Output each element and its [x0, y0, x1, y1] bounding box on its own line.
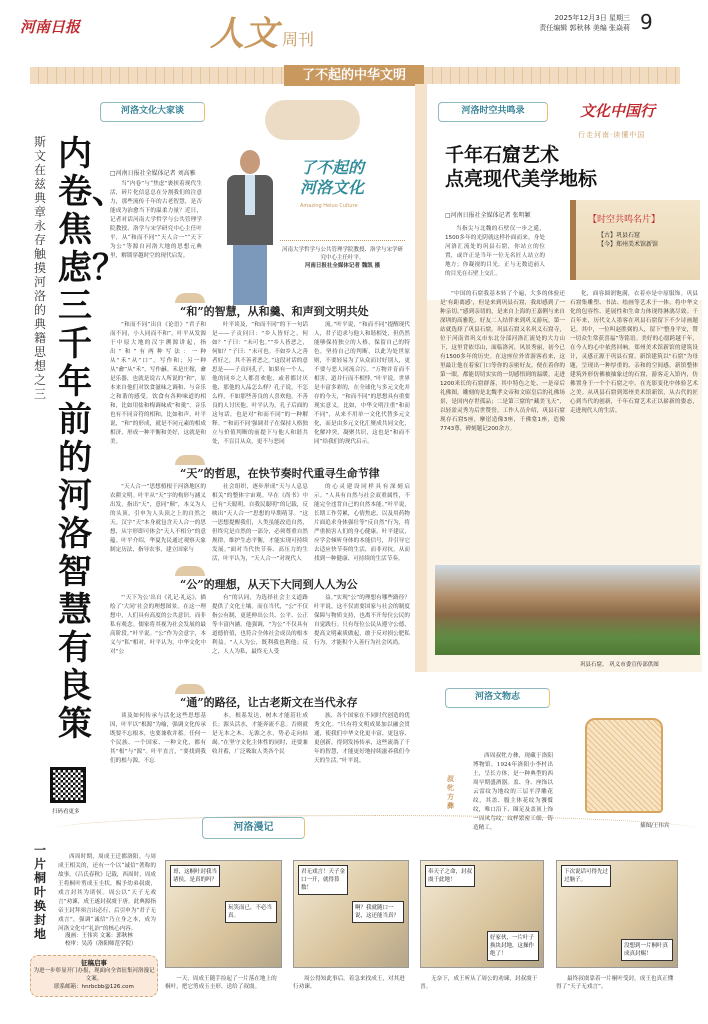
- comic-caption: 一天，周成王随手捡起了一片落在地上的桐叶，把它剪成玉圭形，送给了叔虞。: [165, 976, 277, 990]
- relic-name: 叔牝方彝: [447, 775, 454, 810]
- card-modern: 【今】郑州美术馆新馆: [598, 241, 659, 248]
- grotto-photo: [435, 565, 700, 655]
- call-for-submissions: [30, 955, 158, 997]
- section-column: 益。”实现“公”的理想有哪些路径？叶平说，这不仅需要国家与社会的制度保障与物质支持，也离不开每位公民的自觉践行。只有每位公民从遵守公德、提高文明素质做起，敢于反对损公肥私行为，才能积个人善行为社会风尚。: [314, 595, 410, 646]
- cloud-decoration: [265, 100, 360, 140]
- section-column: 族、各个国家在不同时代创造的优秀文化。“只有将文明成果加以融会贯通，使我们中华文化更丰富、更包容、更创新，得到发扬传承，这些流淌了千年的智慧，才能更好地持续滋养我们今天的生活。”叶平说。: [314, 713, 410, 764]
- column-divider: [415, 84, 427, 672]
- cloud-ornament: [175, 293, 205, 303]
- band-title: 了不起的中华文明: [284, 65, 424, 86]
- dotted-divider: [50, 815, 700, 845]
- speech-bubble: 君无戏言！天子金口一开，就得算数！: [298, 865, 348, 895]
- comic-panel: [293, 860, 409, 968]
- comic-caption: 无奈下，成王听从了周公的劝谏，封叔虞于晋。: [420, 976, 538, 990]
- comic-credit-review: 校审：吴涛（洛阳师范学院）: [65, 941, 137, 947]
- heluo-culture-logo: 了不起的河洛文化: [300, 158, 365, 197]
- section-heading: “天”的哲思，在快节奏时代重寻生命节律: [180, 467, 380, 480]
- right-col-1: “中国的石窟我基本转了个遍，大多的体验还是‘有距离感’，但是来到巩县石窟，我却感到了一种亲切。”感到亲切的，是来自上海的王嘉俐与来自深圳的高雅乾。好友二人结伴来到巩义游玩，第一站就选择了巩县石窟。巩县石窟又名巩义石窟寺，位于河南省巩义市东北分部河洛汇流处的大力山下，这里背依邙山，面临洛河，风景秀丽，初今已有1500多年的历史。在这座位外省游客看来，这里最让他在着家门口等你的亲密好友，便在着你的第一眼，都能切切实实的一切感悟到的温暖。走进1200米长的石窟群落，其中特色之处，一是帝后礼佛图，雕刻的是北魏孝文帝和文昭皇后的礼佛场景，是国内存世孤品；二是第三窟的“藏美飞天”，以轻盈灵秀为后世赞誉。工作人员介绍，巩县石窟现存石窟5座，摩崖造像3座，千佛龛1座，造像7743尊，碑刻题记200余方。: [440, 291, 565, 432]
- section-suffix: 周刊: [282, 30, 315, 49]
- card-ancient: 【古】巩县石窟: [598, 232, 641, 239]
- illustration-credit: 插图/王伟宾: [640, 823, 670, 829]
- editors: 责任编辑 郭秋林 美编 张焱莉: [539, 24, 630, 32]
- right-headline-line2: 点亮现代美学地标: [445, 168, 598, 190]
- right-headline: [445, 143, 597, 191]
- relic-text: 西周叔牝方彝，现藏于洛阳博物馆。1924年洛阳小李村出土，呈长方体，是一种典型的西周早期盛酒器。盖、身、座饰以云雷纹为地纹的三层平浮雕花纹，其盖、腹主体花纹为饕餮纹，唯口沿下、圈足及盖顶上饰一周凤鸟纹，纹样繁密工细，铸造精工。: [473, 753, 553, 831]
- issue-date: 2025年12月3日 星期三: [554, 14, 630, 22]
- logo-slogan: 行走河南·读懂中国: [578, 131, 646, 139]
- article-subtitle: 斯文在兹 典章永存 触摸河洛的典籍思想之三: [34, 135, 47, 401]
- section-column: 有”的认同，为选择社会主义道路提供了文化土壤。而在当代，“公”不仅指公有制，更延伸出公共、公平、公正等丰富内涵。他强调，“为公”不仅具有道德价值，也符合全体社会成员的根本利益。“人人为公，既利我也利他；反之，人人为私，最终无人受: [212, 595, 308, 655]
- card-title: 【时空共鸣名片】: [588, 215, 661, 225]
- section-heading: “公”的理想，从天下大同到人人为公: [180, 578, 358, 591]
- right-byline: □河南日报社全媒体记者 张明颖: [445, 212, 531, 219]
- section-column: 社会组织，逐步形成“天与人息息相关”的整体宇宙观。早在《尚书》中已有“天聪明，自我民聪明”的记载，反映出“天人合一”思想的早期萌芽。“这一思想提醒我们，人类虽能改造自然，但终究是自然的一部分，必须尊重自然规律，维护生态平衡，才能实现可持续发展。”面对当代快节奏、高压力的生活，叶平认为，“天人合一”对现代人: [212, 484, 308, 562]
- speech-bubble: 下次说话可得先过过脑子。: [561, 865, 611, 887]
- right-lead: 当指尖与北魏的石壁仅一步之遥，1500多年的光阴就这样扑面而来。身处河洛汇流处的巩县石窟，你站立的位置，或许正是当年一位无名匠人站立的地方；你凝视的目光，正与无数追前人的目光在石壁上交汇。: [445, 226, 545, 277]
- article-headline: 内卷、焦虑？三千年前的河洛智慧有良策: [58, 134, 126, 744]
- cloud-ornament: [175, 684, 205, 694]
- section-name: 人文: [210, 14, 278, 54]
- decorative-band-right: [424, 67, 680, 84]
- section-column: 叶平谈及，“和而不同”的下一句话是——子贡问曰：“乡人皆好之，何如？”子曰：“未可也。”“乡人皆恶之，何如？”子曰：“未可也。不如乡人之善者好之，其不善者恶之。”这段对话的意思是——子贡问孔子，如果有一个人，他的同乡之人都喜欢他，或者都讨厌他，那他的人品怎么样？孔子说，不怎么样，不如那些善良的人喜欢他，不善良的人讨厌他。叶平认为，孔子后面的这句话，也是对“和而不同”的一种解释。“‘和而不同’强调君子在保持人格独立与价值判断的前提下与他人和谐共处，不盲目从众，更不与恶同: [212, 322, 308, 445]
- grotto-photo-caption: 巩县石窟。 巩义市委宣传部供图: [580, 662, 659, 668]
- tag-heluo-culture-talk: 河洛文化大家谈: [100, 102, 205, 122]
- heluo-culture-logo-en: Amazing Heluo Culture: [300, 203, 358, 209]
- cloud-ornament: [175, 455, 205, 465]
- speech-bubble: 哥，这桐叶封我当诸侯，是真的吗？: [170, 865, 220, 887]
- notice-email[interactable]: 联系邮箱：hnrbcbb@126.com: [54, 984, 134, 990]
- speech-bubble: 好家伙，一片叶子换块封地，这操作绝了！: [487, 931, 539, 961]
- speech-bubble: 没想到一片桐叶真成真封赐！: [621, 939, 673, 961]
- tag-heluo-comic: 河洛漫记: [202, 817, 305, 839]
- section-heading: “和”的智慧，从和羹、和声到文明共处: [180, 305, 369, 318]
- cloud-ornament: [175, 566, 205, 576]
- portrait-photo: [225, 150, 275, 310]
- portrait-caption: [280, 240, 405, 270]
- byline: □河南日报社全媒体记者 刘高雅: [110, 170, 196, 177]
- comic-panel: [556, 860, 678, 968]
- portrait-credit: 河南日报社全媒体记者 魏凯 摄: [304, 263, 381, 269]
- page-number: 9: [640, 10, 653, 34]
- qr-code[interactable]: [50, 767, 86, 803]
- right-headline-line1: 千年石窟艺术: [445, 144, 560, 166]
- qr-label: 扫码看更多: [52, 809, 80, 815]
- tag-heluo-resonance: 河洛时空共鸣录: [438, 102, 548, 122]
- section-column: “和而不同”出自《论语》“君子和而不同，小人同而不和”。叶平从发源于中原大地的汉字溯源讲起，指出“和”有两种写法：一种从“禾”从“口”，写作和；另一种从“龠”从“禾”，写作龢。禾是庄稼，龠是乐器，也就是说古人所说的“和”，原本来自他们对饮食滋味之调和、与音乐之和谐的感受。饮食有各种味道的相和，比如用盐和梅调味成“和羹”，音乐也有不同音符的相和，比如和声。叶平说，“和”的形成，就是不同元素的相成相济，形成一种平衡和美好，这就是和美。: [110, 322, 206, 445]
- section-column: 的心灵建设同样具有深刻启示。“人具有自然与社会双重属性，不能完全违背自己的自然本能。”叶平说，长期工作劳累，心情焦虑，以及用药物片面追求身体强壮等“反自然”行为，将严重损害人们的身心健康。叶平建议，应学会倾听身体的本能信号，并引导它去适应快节奏的生活，而非对抗，从而找到一种健康、可持续的生活节奏。: [314, 484, 410, 562]
- comic-credits: [65, 932, 137, 948]
- comic-credit-artist: 漫画：王伟宾 文案：郭秋林: [65, 933, 133, 939]
- section-heading: “通”的路径，让古老斯文在当代永存: [180, 696, 358, 709]
- speech-bubble: 啊？我就随口一说，这还能当真？: [352, 901, 404, 923]
- right-col-2: 化，面容圆润饱满，衣着亦是中原服饰。巩县石窟集雕塑、书法、绘画等艺术于一体，将中华文化的包容性、延展性和生命力体现得淋漓尽致。千百年来，历代文人墨客在巩县石窟留下不少诗画题记。其中，一位叫赵胜弼的人，留下“整身平安，赞一切众生常获喜福”等铭语。美好的心愿跨越千年，在今人的心中依然回响。郑州美术馆新馆的建筑设计，灵感正源于巩县石窟。新馆建筑以“石窟”为母题，呈现出一种厚重的、亲和的空间感。新馆整体建筑外形仿佛被抽象过的石窟，游客走入馆内，仿佛置身于一个个石窟之中，在光影变化中体验艺术之美。从巩县石窟到郑州美术馆新馆，从古代的匠心到当代的创新，千年石窟艺术正以崭新的姿态，走进现代人的生活。: [570, 291, 698, 414]
- section-column: 本。根系发达，树木才能茁壮成长；源头活水，才能奔流不息。否则就是无本之木、无源之水，势必走向枯竭。”在坚守文化主体性的同时，还要兼收并蓄，广泛吸取人类各个民: [212, 713, 308, 755]
- lead-text: 当“内卷”与“焦虑”裹挟着现代生活，碎片化信息总在分割我们的注意力，那些流传千年的古老智慧，是否能成为治愈当下的温柔力量？近日，记者对话河南大学哲学与公共管理学院教授、洛学与宋学研究中心主任叶平，从“和而不同”“天人合一”“天下为公”等源自河洛大地的思想元典里，解锁穿越时空的现代启发。: [110, 181, 202, 259]
- culture-china-logo: 文化中国行: [580, 102, 656, 120]
- comic-caption: 周公得知此事后，着急来找成王，对其进行劝谏。: [293, 976, 405, 990]
- notice-body: 为进一步彰显开门办报，现面向全省征集河洛漫记文案。: [33, 968, 155, 982]
- comic-caption: 最终叔虞靠着一片桐叶受封，成王也真正懂得了“天子无戏言”。: [556, 976, 674, 990]
- notice-title: 征稿启事: [81, 959, 107, 967]
- tag-relic-record: 河洛文物志: [445, 688, 550, 708]
- section-column: 谈及如何传承与活化这些思想基因，叶平以“根源”为喻，强调文化传承既要不忘根本，也要兼收并蓄。任何一个民族、一个国家、一种文化，都有其“根”与“源”。叶平直言，“要找到我们的根与源，不忘: [110, 713, 206, 764]
- comic-intro: 西周时期，周成王迁都洛阳。与周成王相关的，还有一个以“诚信”著称的故事。《吕氏春秋》记载，西周时，周成王将桐叶剪成玉圭状，赐予幼弟叔虞，戏言封其为诸侯。周公以“天子无戏言”劝谏，成王遂封叔虞于唐。此典源指帝王封拜须言出必行，后引申为“君子无戏言”，强调“诚信”乃立身之本，成为河洛文化中“礼治”的核心内容。: [58, 854, 156, 932]
- portrait-caption-text: 河南大学哲学与公共管理学院教授、洛学与宋学研究中心主任叶平。: [281, 247, 403, 261]
- newspaper-logo: 河南日报: [20, 18, 81, 36]
- section-column: “‘天下为公’出自《礼记·礼运》，描绘了‘大同’社会的理想图景。在这一理想中，人们具有高度的公共意识，而非私有观念。儒家将其视为社会发展的最高阶段。”叶平说。“公”作为会意字，本义与“私”相对。叶平认为，中华文化中对“公: [110, 595, 206, 655]
- decorative-band-left: [30, 67, 285, 84]
- issue-info: [460, 13, 630, 33]
- section-column: “天人合一”思想植根于河洛地区的农耕文明。叶平从“天”字的构形与涵义出发，指出“天”，意同“颠”，本义为人的头顶，引申为人头顶之上的自然之天。汉字“天”本身就包含天人合一的思想，从字形即可体会“天人不相分”的意蕴。叶平介绍，华夏先民通过观察天象制定历法，指导农事，建立国家与: [110, 484, 206, 553]
- comic-panel: [165, 860, 282, 968]
- speech-bubble: 奉天子之命，封叔虞于此地！: [425, 865, 475, 887]
- section-column: 流。”叶平说，“和而不同”提醒现代人，君子追求与他人和谐相处，但仍然能够保持独立的人格，保留自己的特色，坚持自己的判断，以此为处世原则，不要轻易为了从众而讨好别人，更不要与恶人同流合污。“万物并育而不相害，道并行而不相悖。”叶平说，世界是丰富多彩的，在全球化与多元文化并存的今天，“和而不同”的思想具有重要现实意义。比如，中华文明注重“和而不同”，从来不用单一文化代替多元文化，而是由多元文化汇聚成共同文化，化解冲突，凝聚共识，这也是“和而不同”给我们的现代启示。: [314, 322, 410, 445]
- comic-panel: [420, 860, 544, 968]
- section-brand: [210, 6, 314, 55]
- speech-bubble: 玩笑而已，不必当真。: [225, 901, 277, 923]
- bronze-vessel-illustration: [585, 718, 663, 813]
- comic-title: 一片桐叶换封地: [34, 843, 47, 941]
- name-card: [570, 200, 700, 280]
